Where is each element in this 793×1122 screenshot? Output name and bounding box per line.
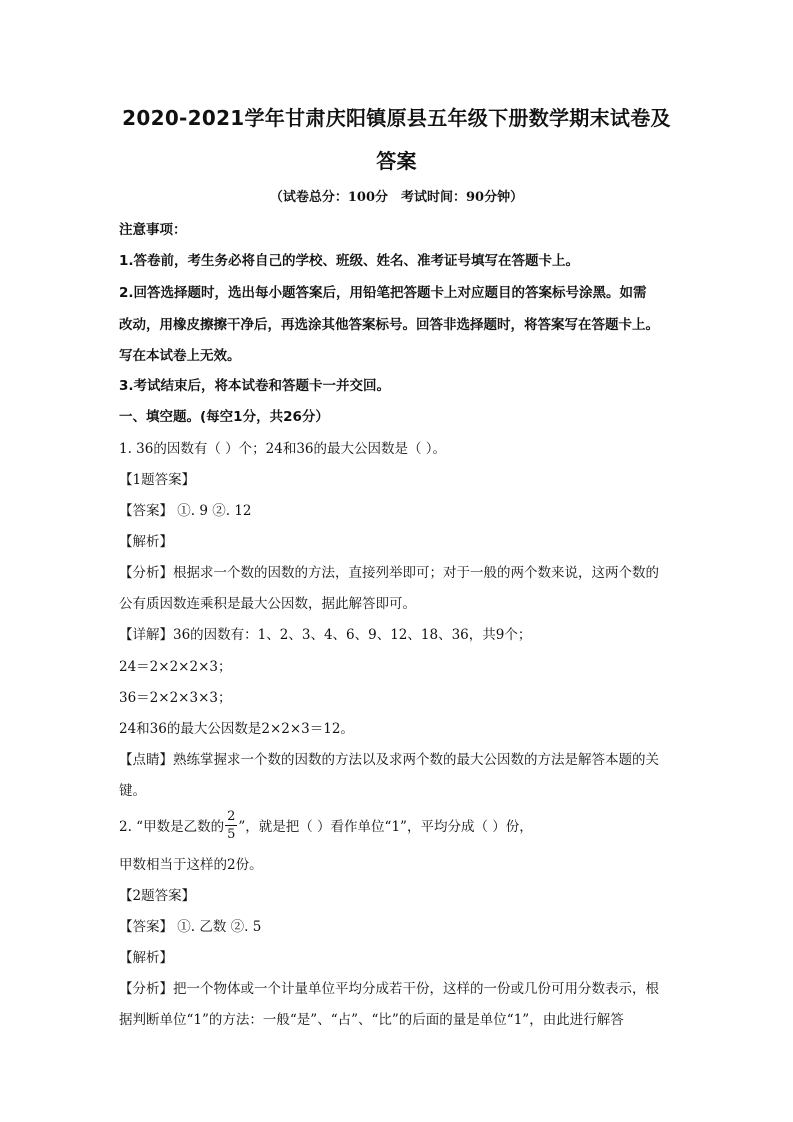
q1-answer-heading: 【1题答案】 <box>119 472 196 488</box>
q1-comment-b: 键。 <box>119 783 146 799</box>
q1-analysis-a: 【分析】根据求一个数的因数的方法，直接列举即可；对于一般的两个数来说，这两个数的 <box>119 565 659 581</box>
q1-analysis-b: 公有质因数连乘积是最大公因数，据此解答即可。 <box>119 596 416 612</box>
q1-equation-2: 36＝2×2×3×3； <box>119 690 232 706</box>
q2-suffix: ”，就是把（ ）看作单位“1”，平均分成（ ）份， <box>238 819 533 835</box>
q2-analysis-a: 【分析】把一个物体或一个计量单位平均分成若干份，这样的一份或几份可用分数表示，根 <box>119 981 659 997</box>
question-2-line-2: 甲数相当于这样的2份。 <box>119 857 263 873</box>
title-line-2: 答案 <box>376 149 417 173</box>
fraction-two-fifths <box>225 810 237 841</box>
note-2b: 改动，用橡皮擦擦干净后，再选涂其他答案标号。回答非选择题时，将答案写在答题卡上。 <box>119 317 659 333</box>
fraction-denominator: 5 <box>227 827 236 842</box>
note-1: 1.答卷前，考生务必将自己的学校、班级、姓名、准考证号填写在答题卡上。 <box>119 253 580 269</box>
note-3: 3.考试结束后，将本试卷和答题卡一并交回。 <box>119 378 391 394</box>
q1-detail: 【详解】36的因数有：1、2、3、4、6、9、12、18、36，共9个； <box>119 627 532 643</box>
q1-jiexi: 【解析】 <box>119 534 173 550</box>
q2-jiexi: 【解析】 <box>119 950 173 966</box>
title-line-1: 2020-2021学年甘肃庆阳镇原县五年级下册数学期末试卷及 <box>122 106 671 130</box>
fraction-numerator: 2 <box>227 809 236 824</box>
subtitle: （试卷总分：100分 考试时间：90分钟） <box>269 190 524 205</box>
note-2a: 2.回答选择题时，选出每小题答案后，用铅笔把答题卡上对应题目的答案标号涂黑。如需 <box>119 285 647 301</box>
q2-answer: 【答案】 ①. 乙数 ②. 5 <box>119 919 262 935</box>
q1-answer: 【答案】 ①. 9 ②. 12 <box>119 503 252 519</box>
question-2 <box>119 809 679 843</box>
q1-equation-1: 24＝2×2×2×3； <box>119 659 232 675</box>
q2-answer-heading: 【2题答案】 <box>119 888 196 904</box>
q1-equation-3: 24和36的最大公因数是2×2×3＝12。 <box>119 721 354 737</box>
notes-heading: 注意事项： <box>119 222 187 238</box>
q2-prefix: 2. “甲数是乙数的 <box>119 819 225 835</box>
q2-analysis-b: 据判断单位“1”的方法：一般“是”、“占”、“比”的后面的量是单位“1”，由此进行解答 <box>119 1012 624 1028</box>
question-1: 1. 36的因数有（ ）个；24和36的最大公因数是（ ）。 <box>119 441 447 457</box>
q1-comment-a: 【点睛】熟练掌握求一个数的因数的方法以及求两个数的最大公因数的方法是解答本题的关 <box>119 752 659 768</box>
note-2c: 写在本试卷上无效。 <box>119 348 241 364</box>
section-1-heading: 一、填空题。(每空1分，共26分） <box>119 409 329 425</box>
